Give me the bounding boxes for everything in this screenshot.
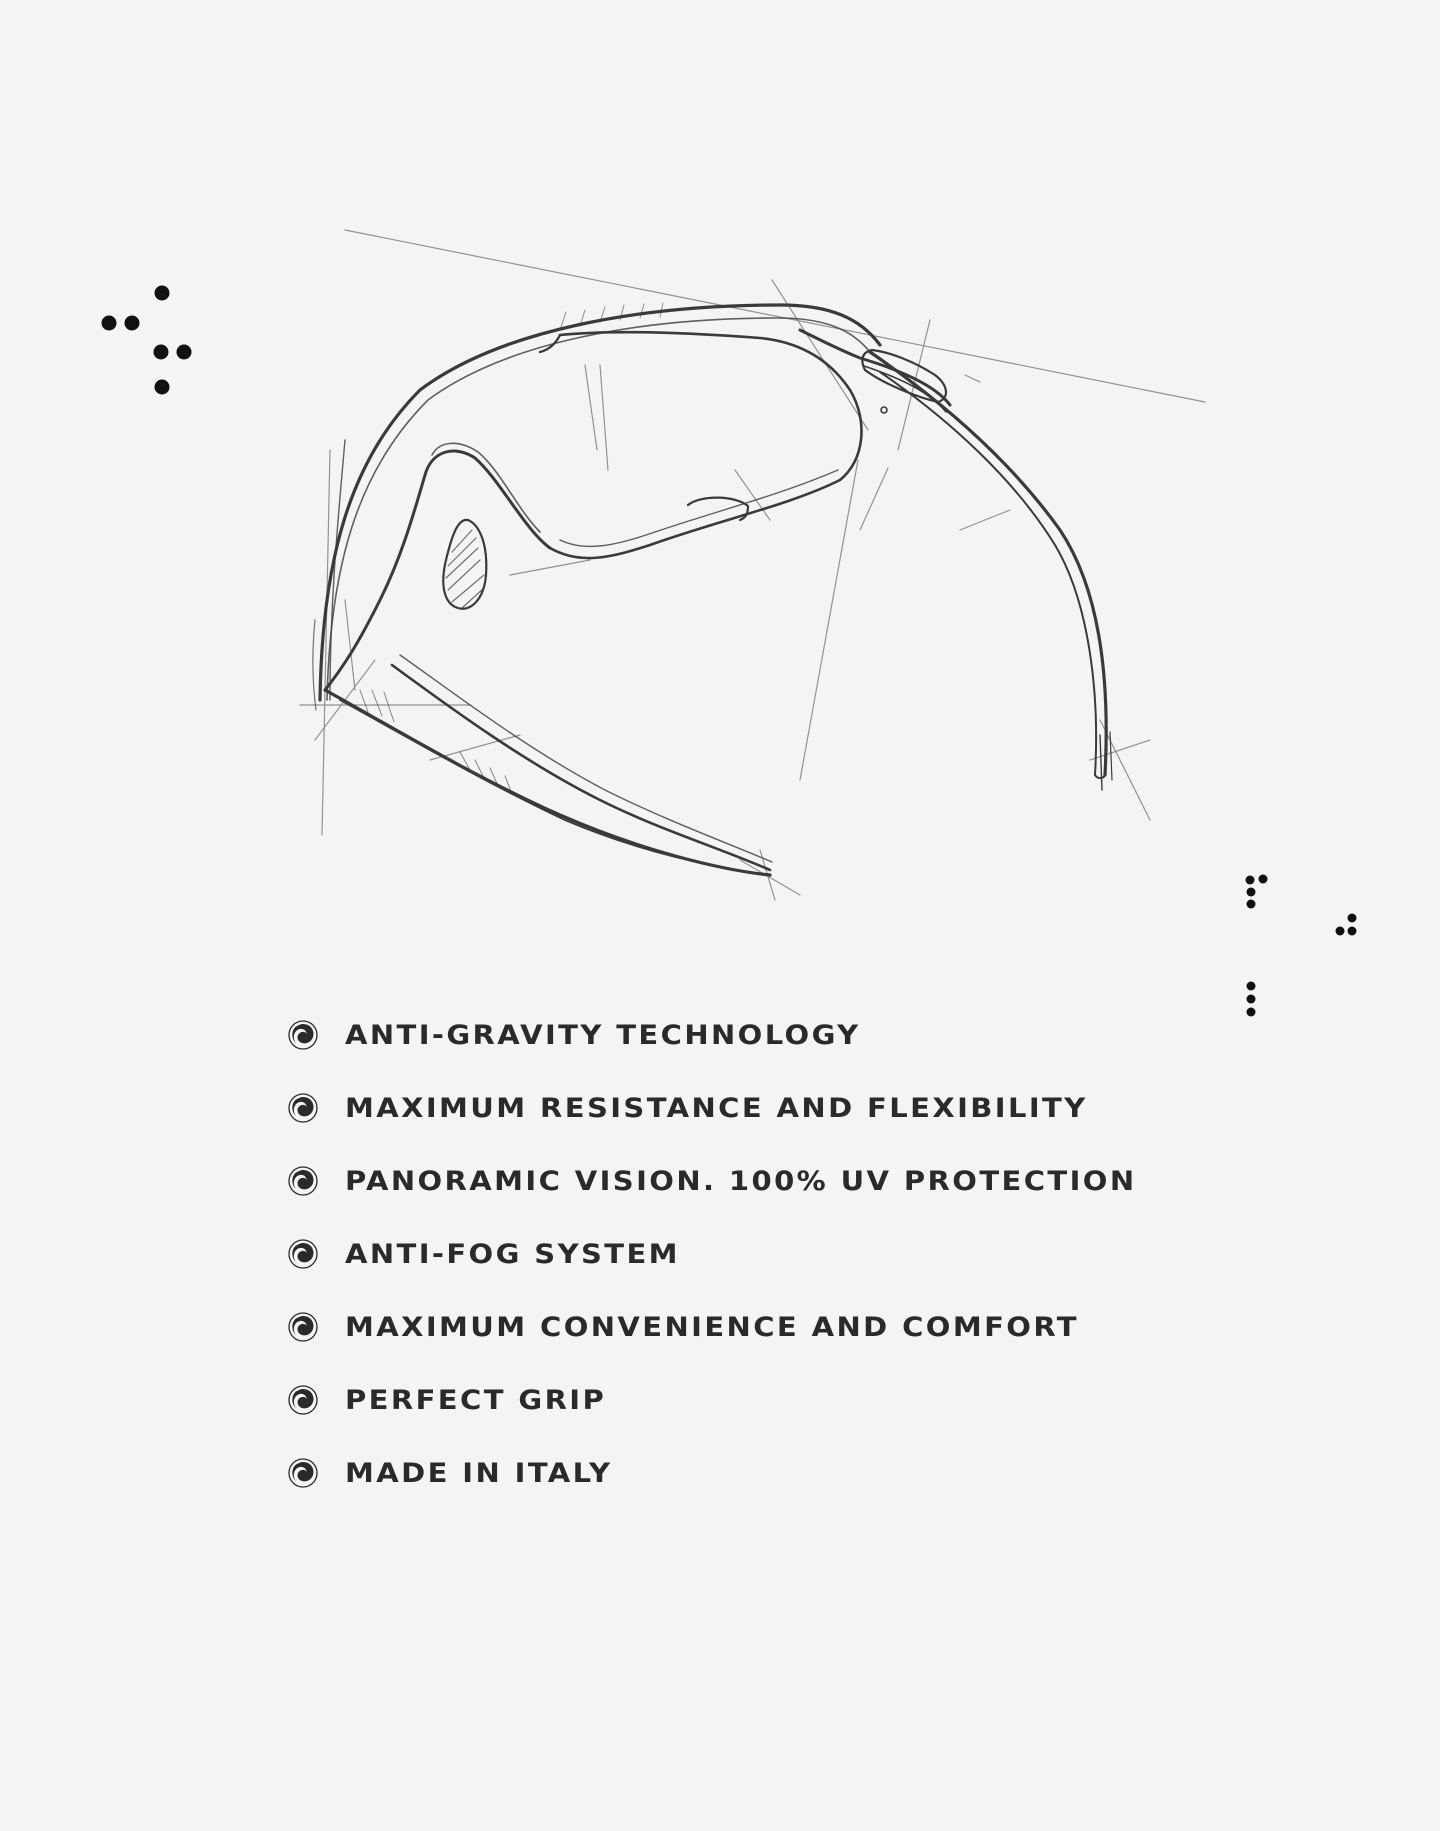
feature-label: PANORAMIC VISION. 100% UV PROTECTION <box>345 1164 1137 1197</box>
list-item <box>287 1363 1287 1436</box>
list-item <box>287 1144 1287 1217</box>
dot-cluster-right <box>1246 875 1357 1017</box>
swirl-bullet-icon <box>287 1384 319 1416</box>
swirl-bullet-icon <box>287 1165 319 1197</box>
dot-cluster-left <box>102 286 192 395</box>
feature-label: MADE IN ITALY <box>345 1456 613 1489</box>
feature-label: PERFECT GRIP <box>345 1383 607 1416</box>
feature-label: MAXIMUM CONVENIENCE AND COMFORT <box>345 1310 1079 1343</box>
feature-label: ANTI-GRAVITY TECHNOLOGY <box>345 1018 861 1051</box>
swirl-bullet-icon <box>287 1457 319 1489</box>
swirl-bullet-icon <box>287 1092 319 1124</box>
list-item <box>287 1217 1287 1290</box>
list-item <box>287 998 1287 1071</box>
list-item <box>287 1436 1287 1509</box>
feature-label: MAXIMUM RESISTANCE AND FLEXIBILITY <box>345 1091 1088 1124</box>
swirl-bullet-icon <box>287 1019 319 1051</box>
swirl-bullet-icon <box>287 1311 319 1343</box>
swirl-bullet-icon <box>287 1238 319 1270</box>
feature-label: ANTI-FOG SYSTEM <box>345 1237 680 1270</box>
list-item <box>287 1071 1287 1144</box>
feature-list <box>287 998 1287 1509</box>
list-item <box>287 1290 1287 1363</box>
